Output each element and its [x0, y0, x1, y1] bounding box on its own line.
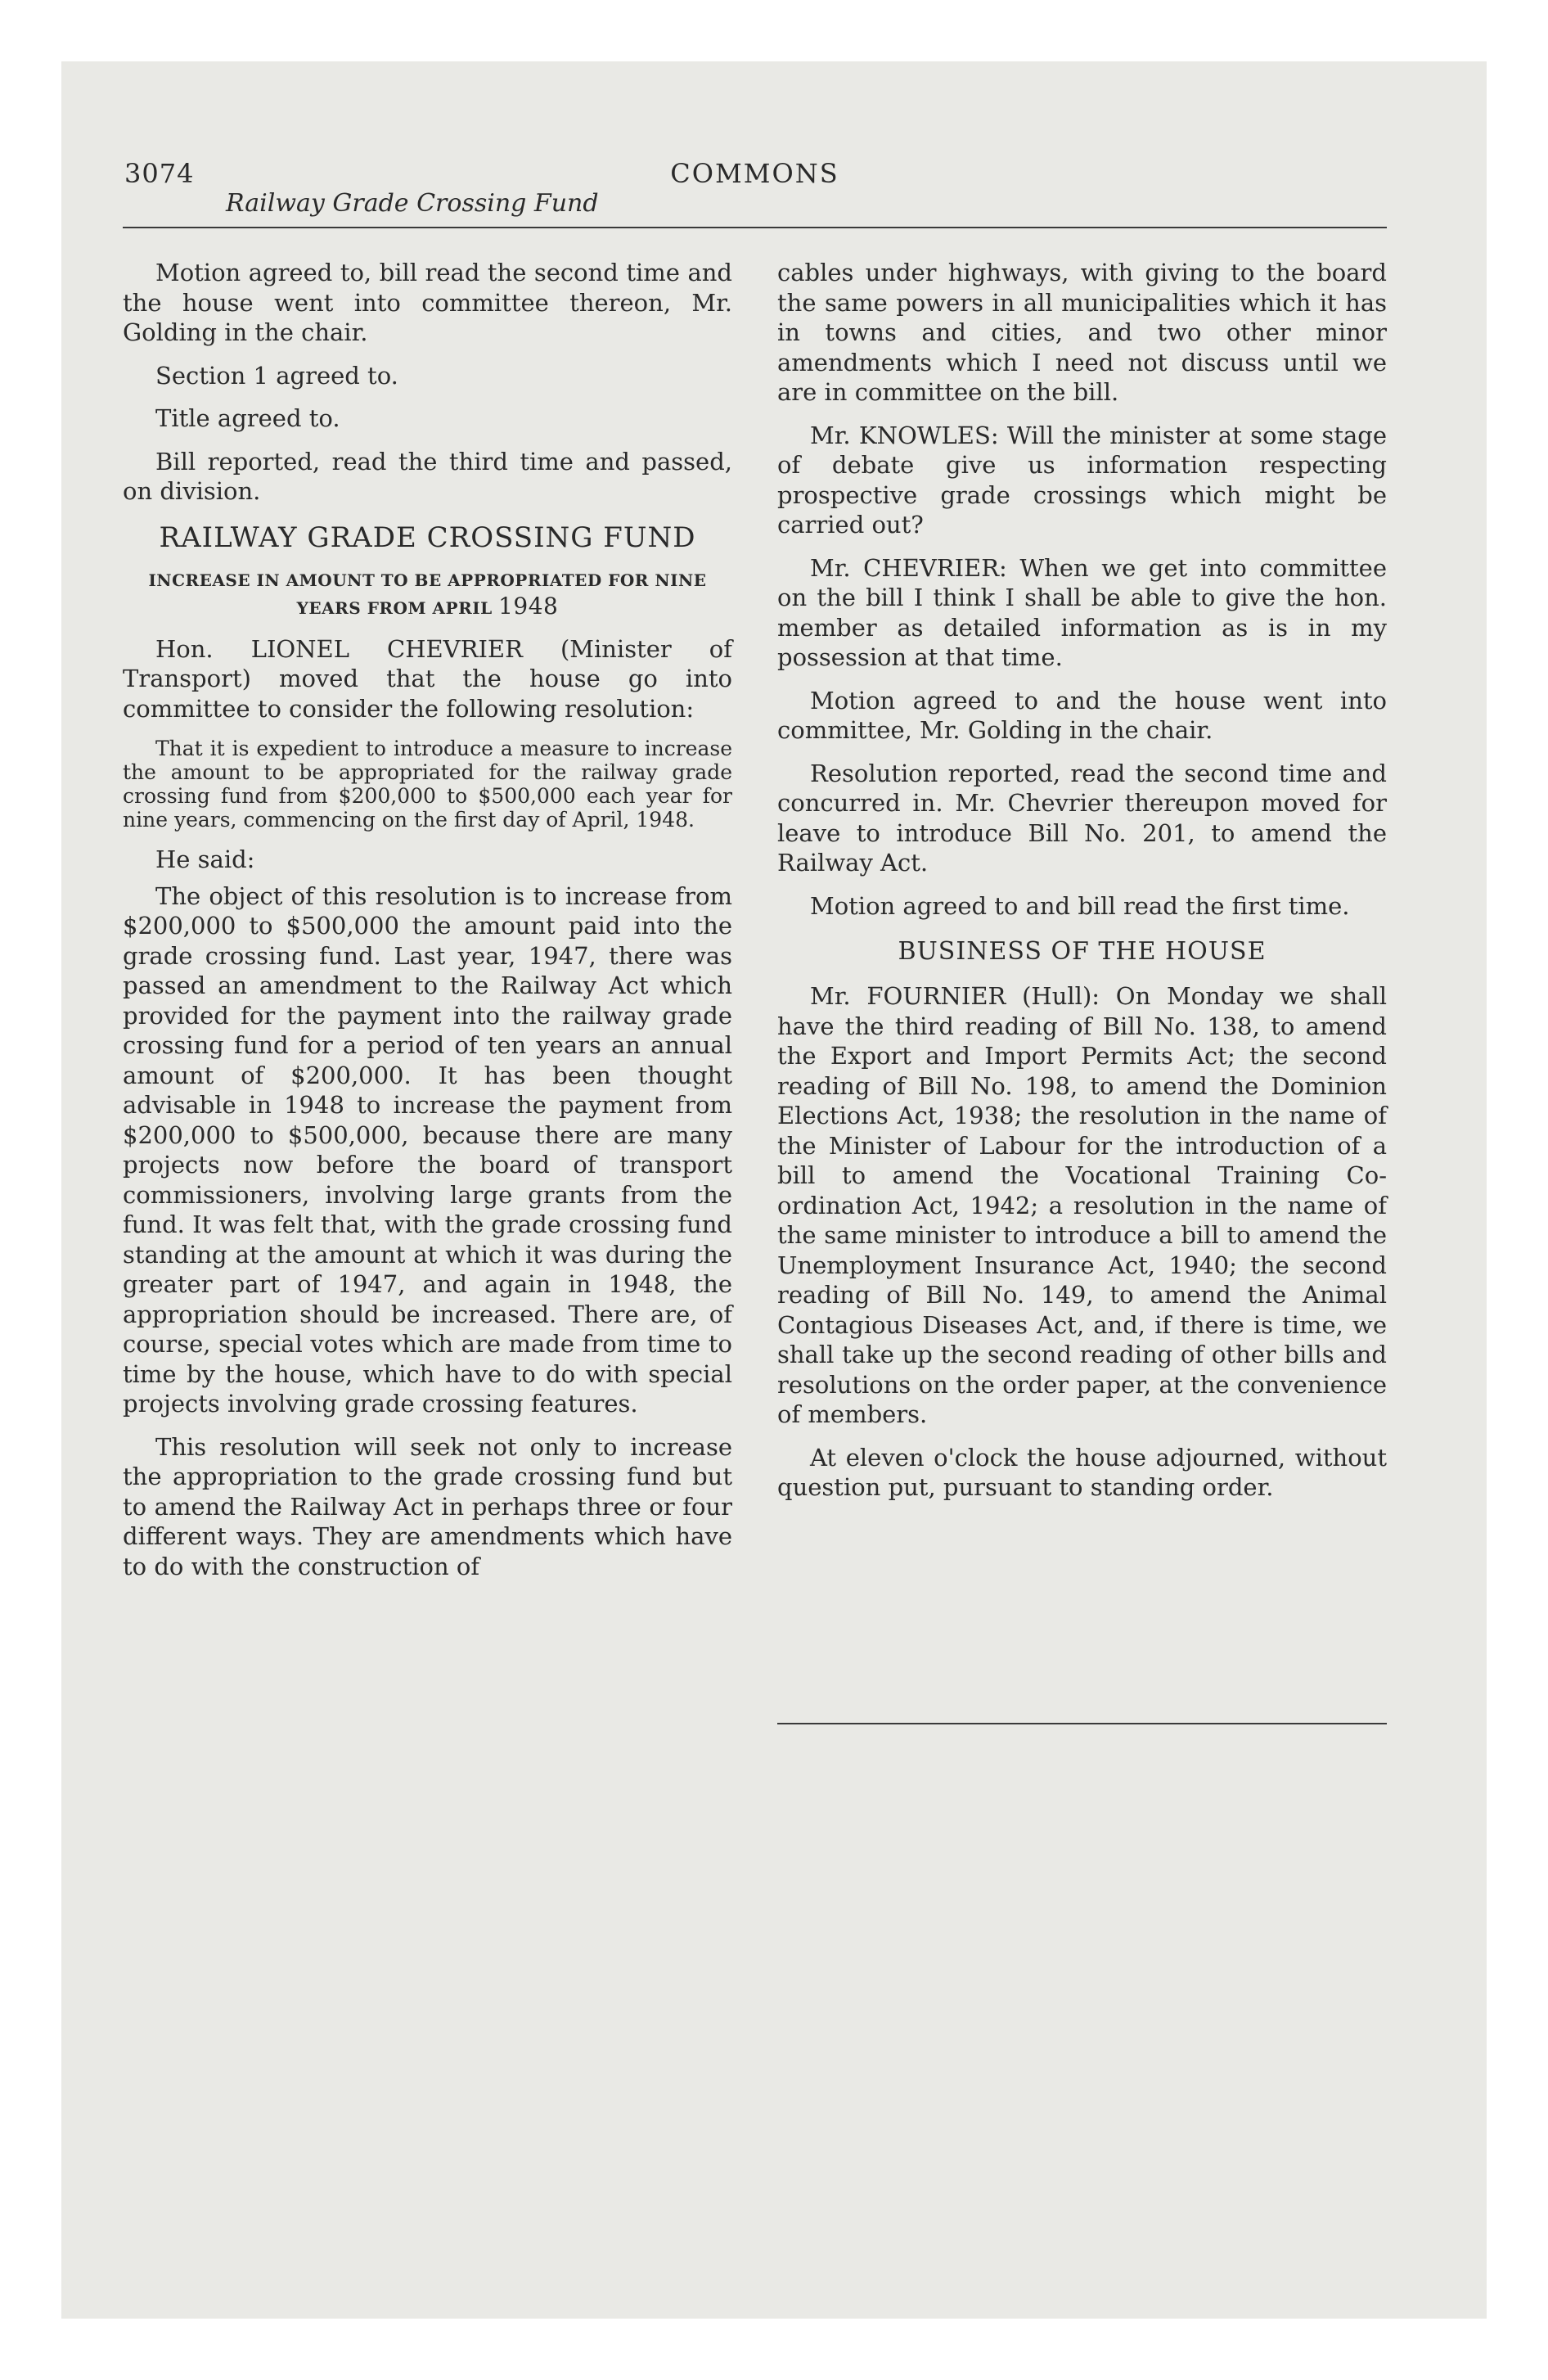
subheading-year: 1948: [498, 592, 559, 620]
header-rule: [123, 227, 1387, 228]
paragraph-knowles-question: Mr. KNOWLES: Will the minister at some stage of debate give us information respecting prospective grade crossings which might be carried out?: [777, 421, 1387, 539]
subheading-increase-in-amount: [123, 567, 732, 621]
hansard-page: [123, 151, 1387, 1723]
heading-railway-grade-crossing-fund: RAILWAY GRADE CROSSING FUND: [159, 521, 696, 554]
paragraph-motion-committee: Motion agreed to and the house went into committee, Mr. Golding in the chair.: [777, 686, 1387, 744]
page-header: [123, 151, 1387, 233]
resolution-quote: That it is expedient to introduce a measure to increase the amount to be appropriated for the railway grade crossing fund from $200,000 to $500,000 each year for nine years, commencing on the first day of April, 1948.: [123, 737, 732, 832]
subheading-text: INCREASE IN AMOUNT TO BE APPROPRIATED FOR NINE YEARS FROM APRIL: [148, 570, 707, 618]
paragraph-section-agreed: Section 1 agreed to.: [155, 361, 398, 390]
paragraph-cables-under-highways: cables under highways, with giving to the board the same powers in all municipalities which it has in towns and cities, and two other minor amendments which I need not discuss until we are in committee on the bill.: [777, 259, 1387, 406]
paragraph-object-of-resolution: The object of this resolution is to increase from $200,000 to $500,000 the amount paid into the grade crossing fund. Last year, 1947, there was passed an amendment to the Railway Act which provided for the payment into the railway grade crossing fund for a period of ten years an annual amount of $200,000. It has been thought advisable in 1948 to increase the payment from $200,000 to $500,000, because there are many projects now before the board of transport commissioners, involving large grants from the fund. It was felt that, with the grade crossing fund standing at the amount at which it was during the greater part of 1947, and again in 1948, the appropriation should be increased. There are, of course, special votes which are made from time to time by the house, which have to do with special projects involving grade crossing features.: [123, 881, 732, 1418]
paragraph-house-adjourned: At eleven o'clock the house adjourned, without question put, pursuant to standing order.: [777, 1443, 1387, 1501]
running-head: COMMONS: [670, 158, 839, 189]
page-number: 3074: [124, 158, 195, 189]
heading-business-of-the-house: BUSINESS OF THE HOUSE: [898, 937, 1267, 966]
paragraph-he-said: He said:: [155, 845, 255, 873]
paragraph-chevrier-moved: Hon. LIONEL CHEVRIER (Minister of Transport) moved that the house go into committee to consider the following resolution:: [123, 634, 732, 723]
paragraph-bill-first-time: Motion agreed to and bill read the first time.: [810, 891, 1350, 920]
paragraph-resolution-will-seek: This resolution will seek not only to increase the appropriation to the grade crossing fund but to amend the Railway Act in perhaps three or four different ways. They are amendments which have to do with the construction of: [123, 1432, 732, 1580]
footer-rule: [777, 1723, 1387, 1724]
paragraph-motion-agreed: Motion agreed to, bill read the second time and the house went into committee thereon, Mr. Golding in the chair.: [123, 259, 732, 346]
paragraph-title-agreed: Title agreed to.: [155, 404, 340, 432]
paragraph-chevrier-answer: Mr. CHEVRIER: When we get into committee on the bill I think I shall be able to give the hon. member as detailed information as is in my possession at that time.: [777, 553, 1387, 671]
section-head: Railway Grade Crossing Fund: [226, 189, 599, 218]
paragraph-fournier-business: Mr. FOURNIER (Hull): On Monday we shall have the third reading of Bill No. 138, to amend the Export and Import Permits Act; the second reading of Bill No. 198, to amend the Dominion Elections Act, 1938; the resolution in the name of the Minister of Labour for the introduction of a bill to amend the Vocational Training Co-ordination Act, 1942; a resolution in the name of the same minister to introduce a bill to amend the Unemployment Insurance Act, 1940; the second reading of Bill No. 149, to amend the Animal Contagious Diseases Act, and, if there is time, we shall take up the second reading of other bills and resolutions on the order paper, at the convenience of members.: [777, 982, 1387, 1428]
paragraph-resolution-reported: Resolution reported, read the second time and concurred in. Mr. Chevrier thereupon moved for leave to introduce Bill No. 201, to amend the Railway Act.: [777, 759, 1387, 877]
right-column: [777, 258, 1387, 1516]
paragraph-bill-reported: Bill reported, read the third time and passed, on division.: [123, 447, 732, 505]
left-column: [123, 258, 732, 1594]
